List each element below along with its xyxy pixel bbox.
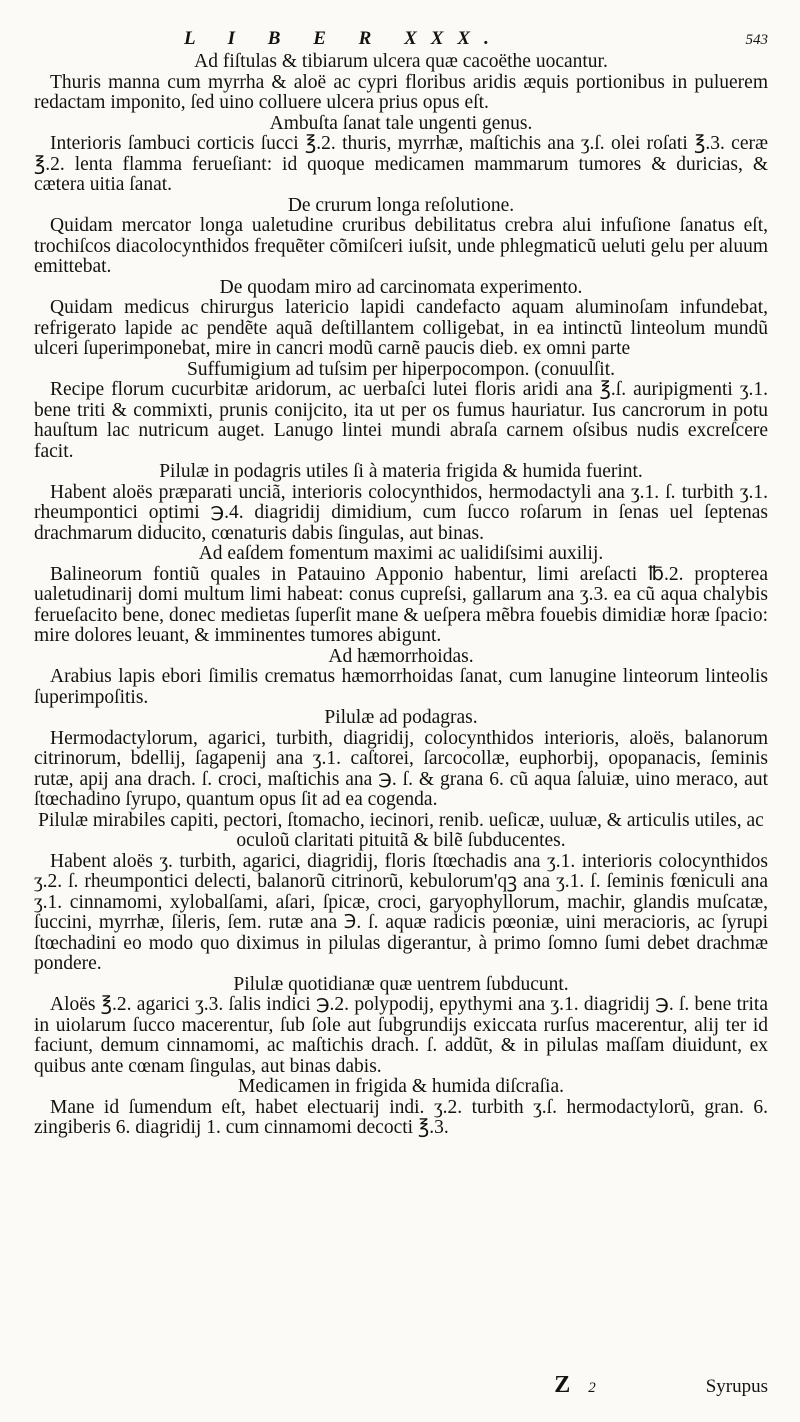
signature-mark: Z (554, 1372, 571, 1398)
section-heading: Suffumigium ad tuſsim per hiperpocompon. (conuulſit. (186, 358, 616, 380)
catchword: Syrupus (705, 1376, 768, 1397)
signature-number: 2 (588, 1380, 596, 1396)
section-heading: Ad fiſtulas & tibiarum ulcera quæ cacoëthe uocantur. (194, 51, 608, 72)
section-heading: Pilulæ quotidianæ quæ uentrem ſubducunt. (233, 973, 569, 995)
section-heading: Medicamen in frigida & humida diſcraſia. (238, 1076, 564, 1097)
running-head (34, 28, 768, 52)
paragraph: Quidam medicus chirurgus latericio lapidi candefacto aquam aluminoſam infundebat, refrigerato lapide ac pendẽte aquã deſtillantem colligebat, in ea intinctũ linteolum mundũ ulceri ſuperimponebat, mire in cancri modũ carnẽ paucis dieb. ex omni parte (34, 297, 768, 359)
paragraph: Habent aloës præparati unciã, interioris colocynthidos, hermodactyli ana ʒ.1. ſ. turbith ʒ.1. rheumpontici optimi ℈.4. diagridij dimidium, cum ſucco roſarum in ſenas uel ſeptenas drachmarum diducito, cœnaturis dabis ſingulas, aut binas. (34, 481, 768, 544)
paragraph: Balineorum fontiũ quales in Patauino Apponio habentur, limi areſacti ℔.2. propterea ualetudinarij domi multum limi habeat: conus cupreſsi, gallarum ana ʒ.3. ea cũ aqua chalybis ferueſacito bene, donec medietas ſuperſit mane & ueſpera mẽbra fouebis dimidiæ horæ ſpacio: mire dolores leuant, & imminentes tumores abigunt. (34, 563, 768, 646)
section-heading: De crurum longa reſolutione. (287, 194, 515, 216)
paragraph: Recipe florum cucurbitæ aridorum, ac uerbaſci lutei floris aridi ana ℥.ſ. auripigmenti ʒ.1. bene triti & commixti, prunis conijcito, ita ut per os fumus hauriatur. Ius cancrorum in potu hauſtum lac nutricum auget. Lanugo lintei mundi abraſa carnem oſsibus nudis excreſcere facit. (34, 379, 768, 462)
running-head-title: L I B E R XXX. (184, 28, 503, 49)
paragraph: Mane id ſumendum eſt, habet electuarij indi. ʒ.2. turbith ʒ.ſ. hermodactylorũ, gran. 6. zingiberis 6. diagridij 1. cum cinnamomi decocti ℥.3. (34, 1096, 768, 1138)
section-heading: Pilulæ mirabiles capiti, pectori, ſtomacho, iecinori, renib. ueſicæ, uuluæ, & articulis utiles, ac oculoũ claritati pituitã & bilẽ ſubducentes. (38, 809, 764, 851)
paragraph: Quidam mercator longa ualetudine cruribus debilitatus crebra alui infuſione ſanatus eſt, trochiſcos diacolocynthidos frequẽter cõmiſceri iuſsit, unde phlegmaticũ ueluti gelu per aluum emittebat. (34, 215, 768, 277)
paragraph: Interioris ſambuci corticis ſucci ℥.2. thuris, myrrhæ, maſtichis ana ʒ.ſ. olei roſati ℥.3. ceræ ℥.2. lenta flamma ferueſiant: id quoque medicamen mammarum tumores & duricias, & cætera uitia ſanat. (34, 133, 768, 195)
paragraph: Thuris manna cum myrrha & aloë ac cypri floribus aridis æquis portionibus in puluerem redactam imponito, ſed uino colluere ulcera prius opus eſt. (34, 71, 768, 113)
section-heading: Ad hæmorrhoidas. (328, 645, 474, 667)
paragraph: Aloës ℥.2. agarici ʒ.3. ſalis indici ℈.2. polypodij, epythymi ana ʒ.1. diagridij ℈. ſ. bene trita in uiolarum ſucco macerentur, ſub ſole aut ſubgrundijs exiccata rurſus macerentur, alij ter id faciunt, demum cinnamomi, ac maſtichis drach. ſ. addũt, & in pilulas maſſam diuidunt, ex quibus ante cœnam ſingulas, aut binas dabis. (34, 994, 768, 1077)
section-heading: Ambuſta ſanat tale ungenti genus. (269, 112, 533, 134)
page-number: 543 (745, 32, 768, 48)
paragraph: Hermodactylorum, agarici, turbith, diagridij, colocynthidos interioris, aloës, balanorum citrinorum, bdellij, ſagapenij ana ʒ.1. caſtorei, ſarcocollæ, euphorbij, opopanacis, ſeminis rutæ, apij ana drach. ſ. croci, maſtichis ana ℈. ſ. & grana 6. cũ aqua ſaluiæ, uino meraco, aut ſtœchadino ſyrupo, quantum opus ſit ad ea cogenda. (34, 727, 768, 810)
section-heading: De quodam miro ad carcinomata experimento. (219, 276, 583, 298)
paragraph: Habent aloës ʒ. turbith, agarici, diagridij, floris ſtœchadis ana ʒ.1. interioris colocynthidos ʒ.2. ſ. rheumpontici delecti, balanorũ citrinorũ, kebulorum'qꝫ ana ʒ.1. ſ. ſeminis fœniculi ana ʒ.1. cinnamomi, xylobalſami, aſari, ſpicæ, croci, garyophyllorum, machir, glandis muſcatæ, ſuccini, myrrhæ, ſileris, ſem. rutæ ana ℈. ſ. aquæ radicis pœoniæ, uini meracioris, ac ſyrupi ſtœchadini eo modo quo diximus in pilulas digerantur, à primo ſomno ſumi debet drachmæ pondere. (34, 850, 768, 974)
section-heading: Pilulæ in podagris utiles ſi à materia frigida & humida fuerint. (159, 461, 643, 482)
body-text (34, 52, 768, 1139)
paragraph: Arabius lapis ebori ſimilis crematus hæmorrhoidas ſanat, cum lanugine linteorum linteolis ſuperimpoſitis. (34, 666, 768, 708)
section-heading: Ad eaſdem fomentum maximi ac ualidiſsimi auxilij. (198, 543, 604, 564)
page-footer (34, 1372, 768, 1399)
section-heading: Pilulæ ad podagras. (324, 707, 478, 728)
